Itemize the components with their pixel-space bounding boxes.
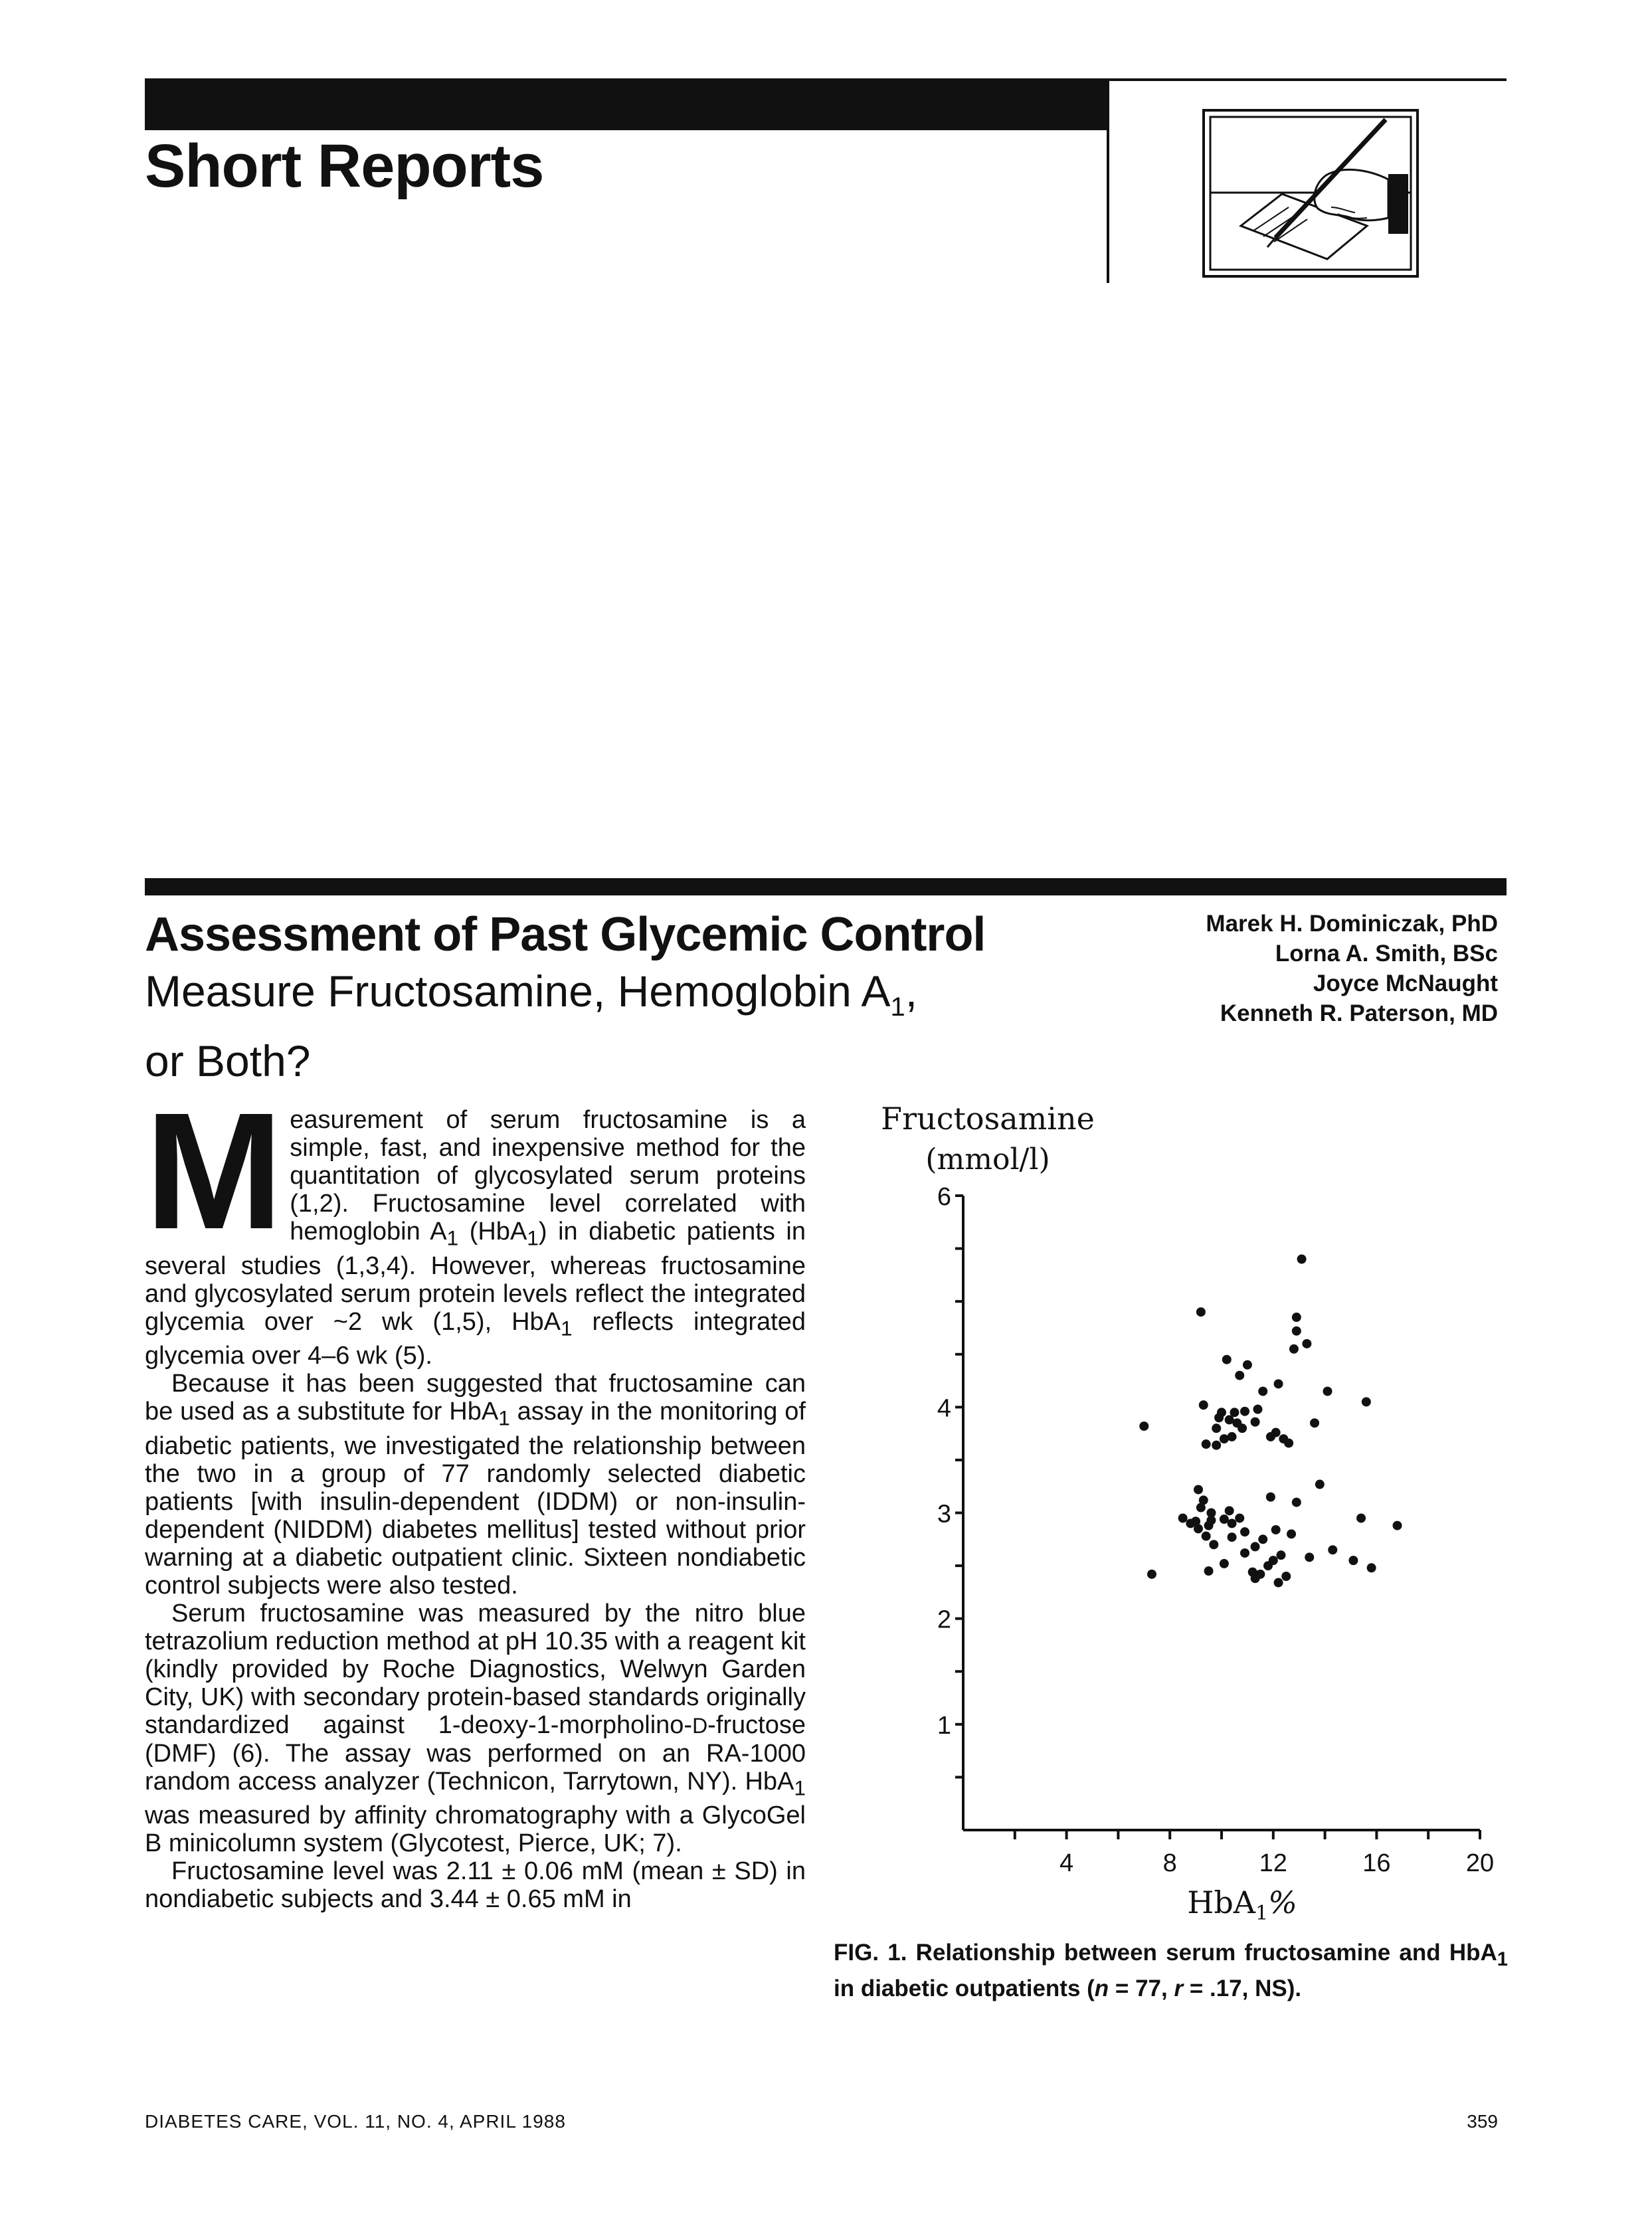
- data-point: [1292, 1498, 1301, 1507]
- journal-citation: DIABETES CARE, VOL. 11, NO. 4, APRIL 1988: [145, 2111, 566, 2132]
- data-point: [1362, 1397, 1371, 1406]
- data-point: [1287, 1529, 1296, 1538]
- header-rule: [1108, 78, 1507, 81]
- data-point: [1251, 1542, 1260, 1551]
- data-point: [1196, 1307, 1206, 1317]
- section-title: Short Reports: [145, 132, 544, 200]
- x-tick-label: 16: [1362, 1849, 1391, 1877]
- data-point: [1266, 1493, 1275, 1502]
- data-point: [1235, 1371, 1244, 1380]
- data-point: [1393, 1521, 1402, 1530]
- author: Joyce McNaught: [1313, 970, 1498, 996]
- data-point: [1238, 1424, 1247, 1433]
- data-point: [1209, 1540, 1218, 1549]
- data-point: [1235, 1513, 1244, 1522]
- paragraph: Measurement of serum fructosamine is a simple, fast, and inexpensive method for the quantitation of glycosylated serum proteins (1,2). Fructosamine level correlated with hemoglobin $A_1$ (HbA$_1$) in diabetic patients in several studies (1,3,4). However, whereas fructosamine and glycosylated serum protein levels reflect the integrated glycemia over ~2 wk (1,5), HbA$_1$ reflects integrated glycemia over 4–6 wk (5).: [145, 1078, 806, 1370]
- paragraph: Because it has been suggested that fructosamine can be used as a substitute for HbA$_1$ assay in the monitoring of diabetic patients, we investigated the relationship between the two in a group of 77 randomly selected diabetic patients [with insulin-dependent (IDDM) or non-insulin-dependent (NIDDM) diabetes mellitus] tested without prior warning at a diabetic outpatient clinic. Sixteen nondiabetic control subjects were also tested.: [145, 1370, 806, 1600]
- data-point: [1240, 1548, 1249, 1558]
- x-tick-label: 8: [1162, 1849, 1177, 1877]
- data-point: [1202, 1532, 1211, 1541]
- data-point: [1253, 1405, 1262, 1414]
- y-tick-label: 4: [937, 1394, 951, 1423]
- y-tick-label: 2: [937, 1606, 951, 1634]
- data-point: [1251, 1574, 1260, 1583]
- data-point: [1274, 1578, 1283, 1588]
- data-point: [1328, 1545, 1337, 1554]
- data-point: [1222, 1355, 1232, 1364]
- x-tick-label: 4: [1059, 1849, 1074, 1877]
- paragraph: Serum fructosamine was measured by the nitro blue tetrazolium reduction method at pH 10.35 with a reagent kit (kindly provided by Roche Diagnostics, Welwyn Garden City, UK) with secondary protein-based standards originally standardized against 1-deoxy-1-morpholino-D-fructose (DMF) (6). The assay was performed on an RA-1000 random access analyzer (Technicon, Tarrytown, NY). HbA$_1$ was measured by affinity chromatography with a GlycoGel B minicolumn system (Glycotest, Pierce, UK; 7).: [145, 1599, 806, 1858]
- data-point: [1228, 1532, 1237, 1542]
- data-point: [1310, 1418, 1319, 1428]
- author-list: [1206, 909, 1498, 1028]
- drop-cap: M: [145, 1078, 280, 1263]
- y-tick-label: 3: [937, 1500, 951, 1528]
- article-title: Assessment of Past Glycemic Control: [145, 908, 986, 961]
- data-point: [1258, 1386, 1267, 1396]
- data-point: [1147, 1570, 1156, 1579]
- data-point: [1292, 1313, 1301, 1322]
- data-point: [1292, 1327, 1301, 1336]
- data-point: [1315, 1480, 1325, 1489]
- data-point: [1204, 1566, 1214, 1576]
- data-point: [1196, 1503, 1206, 1513]
- data-point: [1271, 1525, 1281, 1534]
- data-point: [1323, 1386, 1332, 1396]
- data-point: [1212, 1441, 1221, 1450]
- data-point: [1228, 1519, 1237, 1528]
- data-point: [1186, 1519, 1195, 1528]
- data-point: [1284, 1438, 1293, 1447]
- data-point: [1194, 1524, 1203, 1533]
- data-point: [1305, 1552, 1314, 1562]
- data-point: [1356, 1513, 1366, 1522]
- data-point: [1204, 1521, 1214, 1530]
- data-point: [1194, 1485, 1203, 1494]
- data-point: [1266, 1432, 1275, 1441]
- data-point: [1178, 1513, 1188, 1522]
- data-point: [1276, 1550, 1285, 1560]
- data-point: [1258, 1534, 1267, 1544]
- data-point: [1240, 1527, 1249, 1536]
- y-axis-label: Fructosamine: [881, 1101, 1095, 1137]
- data-point: [1269, 1556, 1278, 1565]
- data-point: [1202, 1439, 1211, 1449]
- author: Kenneth R. Paterson, MD: [1220, 1000, 1498, 1026]
- data-point: [1274, 1379, 1283, 1388]
- y-tick-label: 6: [937, 1183, 951, 1211]
- data-point: [1251, 1418, 1260, 1427]
- author: Lorna A. Smith, BSc: [1275, 941, 1498, 967]
- data-point: [1228, 1432, 1237, 1441]
- data-point: [1225, 1506, 1234, 1515]
- data-point: [1220, 1559, 1229, 1568]
- data-point: [1348, 1556, 1358, 1565]
- body-text: [145, 1078, 806, 1914]
- data-point: [1240, 1407, 1249, 1416]
- header-bar: [145, 78, 1108, 130]
- article-subtitle: Measure Fructosamine, Hemoglobin $A_1$, or Both?: [145, 967, 918, 1086]
- y-axis-unit: (mmol/l): [925, 1143, 1050, 1176]
- data-point: [1367, 1563, 1376, 1572]
- data-point: [1243, 1360, 1252, 1370]
- author: Marek H. Dominiczak, PhD: [1206, 911, 1498, 937]
- article-rule: [145, 878, 1507, 895]
- figure-caption: FIG. 1. Relationship between serum fructosamine and HbA$_1$ in diabetic outpatients (n = 77, r = .17, NS).: [834, 1940, 1508, 2001]
- data-point: [1139, 1422, 1148, 1431]
- data-point: [1302, 1339, 1311, 1348]
- data-point: [1214, 1413, 1224, 1422]
- data-point: [1281, 1572, 1291, 1581]
- y-tick-label: 1: [937, 1711, 951, 1740]
- header-divider: [1107, 78, 1109, 283]
- paragraph: Fructosamine level was 2.11 ± 0.06 mM (mean ± SD) in nondiabetic subjects and 3.44 ± 0.65 mM in: [145, 1857, 806, 1914]
- x-tick-label: 20: [1465, 1849, 1495, 1877]
- page-number: 359: [1467, 2111, 1498, 2132]
- data-point: [1297, 1255, 1307, 1264]
- writing-hand-icon: [1201, 108, 1420, 279]
- data-point: [1212, 1424, 1221, 1433]
- x-tick-label: 12: [1259, 1849, 1287, 1877]
- x-axis-label: HbA$_1$%: [1187, 1885, 1297, 1925]
- scatter-chart: [830, 1089, 1514, 1946]
- data-point: [1289, 1344, 1299, 1354]
- data-point: [1199, 1400, 1208, 1410]
